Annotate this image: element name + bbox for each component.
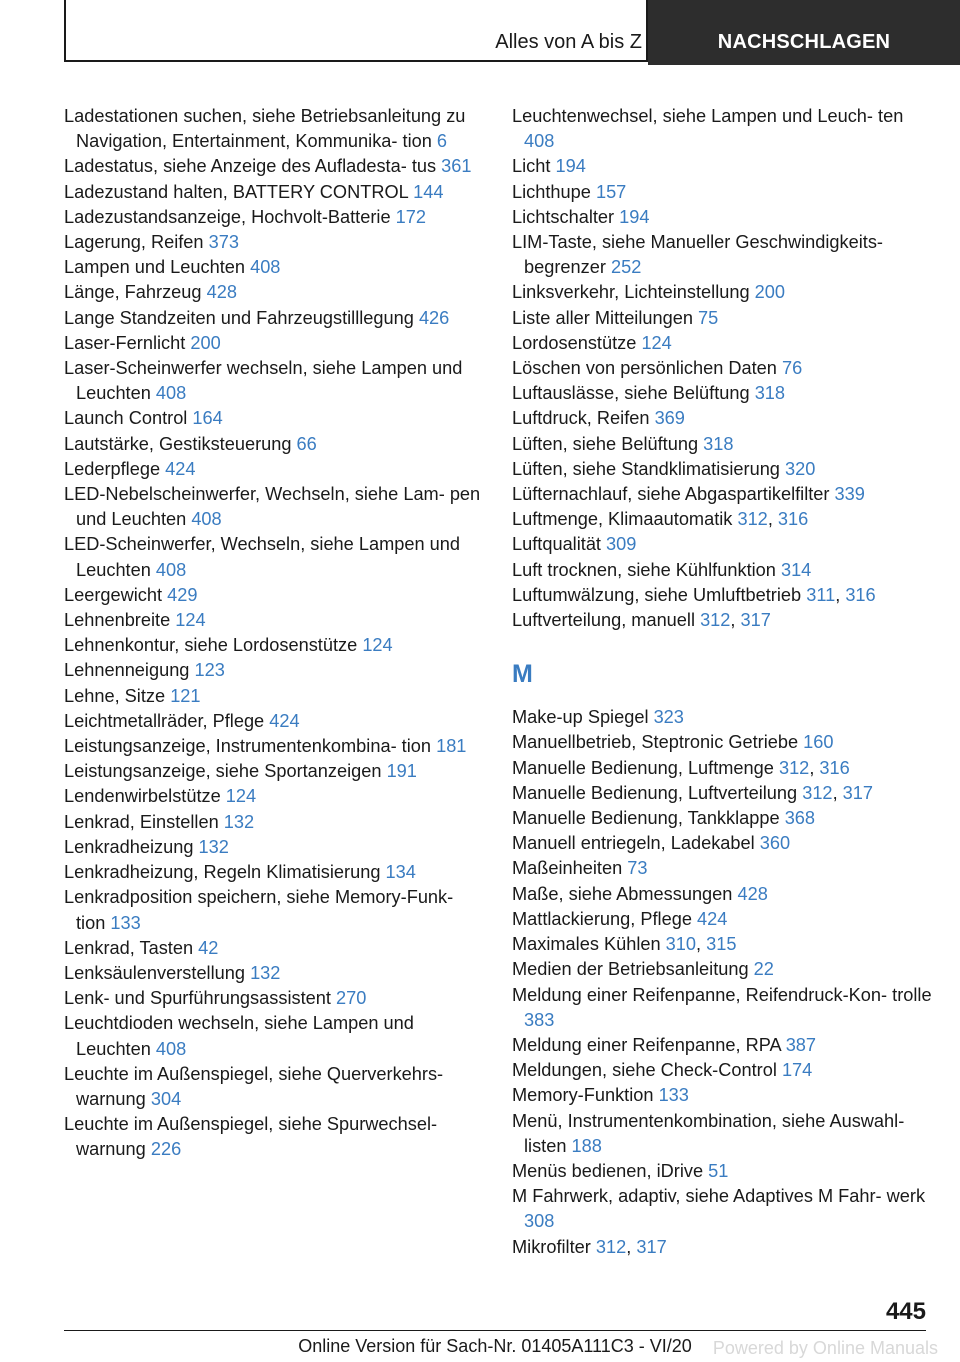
page-number: 445 xyxy=(885,1298,926,1325)
section-title: Alles von A bis Z xyxy=(495,31,642,53)
index-entry-text: Lüften, siehe Belüftung xyxy=(512,433,699,454)
index-entry xyxy=(512,1058,932,1083)
index-entry xyxy=(512,730,932,755)
page-link[interactable]: 304 xyxy=(150,1088,182,1109)
index-entry-text: Leistungsanzeige, Instrumentenkombina- tion xyxy=(64,736,432,757)
index-entry xyxy=(64,734,484,759)
index-entry xyxy=(512,806,932,831)
index-entry xyxy=(512,356,932,381)
page-link[interactable]: 200 xyxy=(190,332,221,353)
index-entry-text: Luftmenge, Klimaautomatik xyxy=(512,509,733,530)
page-link[interactable]: 133 xyxy=(110,912,141,933)
index-entry xyxy=(64,331,484,356)
index-entry-text: Lehnenneigung xyxy=(64,660,190,681)
index-entry xyxy=(64,1112,484,1162)
page-link[interactable]: 226 xyxy=(150,1139,182,1160)
index-entry xyxy=(64,684,484,709)
page-link[interactable]: 157 xyxy=(595,181,627,202)
index-entry-text: Lenkrad, Tasten xyxy=(64,937,194,958)
page-link[interactable]: 373 xyxy=(208,232,239,253)
index-entry xyxy=(64,255,484,280)
index-entry xyxy=(64,860,484,885)
index-entry-text: Luftauslässe, siehe Belüftung xyxy=(512,383,750,404)
page-link[interactable]: 194 xyxy=(555,156,586,177)
page-link[interactable]: 132 xyxy=(198,836,229,857)
page-link[interactable]: 134 xyxy=(385,862,416,883)
index-entry xyxy=(512,831,932,856)
index-entry-text: Lenkrad, Einstellen xyxy=(64,811,219,832)
index-entry: Luftverteilung, manuell 312, 317 xyxy=(512,610,771,631)
index-entry xyxy=(512,1109,932,1159)
page-link[interactable]: 318 xyxy=(754,383,786,404)
page-link[interactable]: 124 xyxy=(175,610,206,631)
index-entry-text: Meldungen, siehe Check-Control xyxy=(512,1060,777,1081)
index-entry xyxy=(64,432,484,457)
index-entry xyxy=(512,957,932,982)
index-entry xyxy=(512,532,932,557)
index-entry-text: Licht xyxy=(512,156,551,177)
page-link[interactable]: 316 xyxy=(819,757,850,778)
index-entry xyxy=(64,104,484,154)
page-link[interactable]: 174 xyxy=(781,1060,813,1081)
page-link[interactable]: 383 xyxy=(524,1009,555,1030)
index-entry-text: Mattlackierung, Pflege xyxy=(512,908,692,929)
index-entry xyxy=(64,658,484,683)
index-entry: Luftmenge, Klimaautomatik 312, 316 xyxy=(512,509,809,530)
page-link[interactable]: 124 xyxy=(362,635,393,656)
index-entry-text: Lenkradheizung xyxy=(64,836,194,857)
index-entry xyxy=(64,583,484,608)
index-entry-text: Luft trocknen, siehe Kühlfunktion xyxy=(512,559,776,580)
index-entry-text: Lenkradheizung, Regeln Klimatisierung xyxy=(64,862,381,883)
footer-divider xyxy=(64,1330,926,1331)
index-entry xyxy=(512,154,932,179)
page-link[interactable]: 312 xyxy=(595,1236,627,1257)
index-entry-text: LIM-Taste, siehe Manueller Geschwindigkeits- begrenzer xyxy=(512,232,883,278)
index-entry xyxy=(64,482,484,532)
page-link[interactable]: 408 xyxy=(155,559,187,580)
index-entry-text: Lichtschalter xyxy=(512,206,615,227)
index-entry-text: Lenk- und Spurführungsassistent xyxy=(64,988,331,1009)
page-link[interactable]: 310 xyxy=(665,934,697,955)
index-letter-heading: M xyxy=(512,660,533,689)
page-link[interactable]: 311 xyxy=(806,584,836,605)
page-link[interactable]: 316 xyxy=(777,509,809,530)
index-entry-text: Manuell entriegeln, Ladekabel xyxy=(512,833,755,854)
index-entry-text: Mikrofilter xyxy=(512,1236,591,1257)
index-entry-text: Leuchte im Außenspiegel, siehe Querverkehrs- warnung xyxy=(64,1063,444,1109)
page-link[interactable]: 123 xyxy=(194,660,225,681)
page-link[interactable]: 424 xyxy=(697,908,728,929)
index-entry-text: Lüfternachlauf, siehe Abgaspartikelfilter xyxy=(512,484,830,505)
index-entry-text: Maßeinheiten xyxy=(512,858,623,879)
index-entry xyxy=(512,306,932,331)
page-link[interactable]: 316 xyxy=(845,584,876,605)
index-entry xyxy=(64,1011,484,1061)
page-link[interactable]: 144 xyxy=(413,181,444,202)
page-link[interactable]: 317 xyxy=(636,1236,667,1257)
page-link[interactable]: 314 xyxy=(780,559,812,580)
index-entry xyxy=(64,457,484,482)
page-link[interactable]: 312 xyxy=(700,610,731,631)
index-entry-text: Lampen und Leuchten xyxy=(64,257,246,278)
index-entry-text: Lordosenstütze xyxy=(512,332,637,353)
index-entry-text: Ladezustand halten, BATTERY CONTROL xyxy=(64,181,409,202)
index-entry xyxy=(64,936,484,961)
index-entry-text: Lehne, Sitze xyxy=(64,685,166,706)
index-entry-text: Maximales Kühlen xyxy=(512,934,661,955)
index-entry xyxy=(64,280,484,305)
page-link[interactable]: 66 xyxy=(296,433,317,454)
index-entry xyxy=(64,356,484,406)
watermark: Powered by Online Manuals xyxy=(712,1338,938,1358)
index-entry-text: LED-Nebelscheinwerfer, Wechseln, siehe Lam- pen und Leuchten xyxy=(64,484,481,530)
index-entry-text: Ladestatus, siehe Anzeige des Aufladesta- tus xyxy=(64,156,437,177)
page-link[interactable]: 424 xyxy=(165,458,196,479)
index-entry-text: Luftverteilung, manuell xyxy=(512,610,695,631)
index-entry-text: Meldung einer Reifenpanne, Reifendruck-Kon- trolle xyxy=(512,984,932,1005)
index-entry-text: Memory-Funktion xyxy=(512,1085,654,1106)
index-entry-text: Luftqualität xyxy=(512,534,601,555)
index-entry xyxy=(64,608,484,633)
index-entry-text: Luftumwälzung, siehe Umluftbetrieb xyxy=(512,584,802,605)
index-entry xyxy=(512,705,932,730)
page-link[interactable]: 42 xyxy=(198,937,219,958)
index-entry-text: Lenkradposition speichern, siehe Memory-Funk- tion xyxy=(64,887,454,933)
header-frame xyxy=(64,0,648,62)
index-entry xyxy=(512,205,932,230)
page-link[interactable]: 368 xyxy=(784,808,816,829)
page-link[interactable]: 252 xyxy=(610,257,642,278)
page-link[interactable]: 22 xyxy=(753,959,774,980)
index-entry xyxy=(64,784,484,809)
page-link[interactable]: 408 xyxy=(155,1038,187,1059)
page-link[interactable]: 320 xyxy=(784,458,816,479)
page-link[interactable]: 317 xyxy=(740,610,771,631)
index-entry-text: Make-up Spiegel xyxy=(512,707,649,728)
index-entry xyxy=(64,180,484,205)
index-entry xyxy=(64,532,484,582)
index-column-left xyxy=(64,104,484,1163)
index-column-right xyxy=(512,104,932,1260)
index-entry xyxy=(64,709,484,734)
index-entry-text: Länge, Fahrzeug xyxy=(64,282,202,303)
index-entry-text: Löschen von persönlichen Daten xyxy=(512,358,777,379)
page-link[interactable]: 408 xyxy=(250,257,281,278)
index-entry-text: LED-Scheinwerfer, Wechseln, siehe Lampen und Leuchten xyxy=(64,534,460,580)
page-link[interactable]: 428 xyxy=(206,282,237,303)
index-entry-text: Lenksäulenverstellung xyxy=(64,962,245,983)
page-link[interactable]: 181 xyxy=(436,736,467,757)
index-entry-text: Lehnenbreite xyxy=(64,610,171,631)
index-entry xyxy=(512,457,932,482)
page-link[interactable]: 194 xyxy=(619,206,650,227)
index-entry xyxy=(512,983,932,1033)
index-entry xyxy=(512,104,932,154)
page-link[interactable]: 73 xyxy=(627,858,648,879)
index-entry-text: Lendenwirbelstütze xyxy=(64,786,221,807)
page-link[interactable]: 429 xyxy=(167,584,198,605)
page-link[interactable]: 132 xyxy=(223,811,255,832)
page-link[interactable]: 408 xyxy=(191,509,222,530)
index-entry-text: Maße, siehe Abmessungen xyxy=(512,883,733,904)
page-link[interactable]: 132 xyxy=(250,962,281,983)
page-link[interactable]: 6 xyxy=(436,131,448,152)
index-entry xyxy=(64,759,484,784)
page-link[interactable]: 75 xyxy=(698,307,719,328)
page-link[interactable]: 424 xyxy=(269,710,300,731)
index-entry-text: Leergewicht xyxy=(64,584,163,605)
index-entry-text: Manuellbetrieb, Steptronic Getriebe xyxy=(512,732,799,753)
index-entry xyxy=(512,1159,932,1184)
index-entry-text: Lehnenkontur, siehe Lordosenstütze xyxy=(64,635,358,656)
index-entry-text: Liste aller Mitteilungen xyxy=(512,307,693,328)
page-link[interactable]: 308 xyxy=(524,1211,555,1232)
page-link[interactable]: 188 xyxy=(571,1135,602,1156)
page-link[interactable]: 428 xyxy=(737,883,768,904)
index-entry-text: Manuelle Bedienung, Luftverteilung xyxy=(512,782,798,803)
page-link[interactable]: 270 xyxy=(335,988,367,1009)
index-entry xyxy=(512,432,932,457)
index-entry-text: Laser-Fernlicht xyxy=(64,332,186,353)
page-link[interactable]: 133 xyxy=(658,1085,689,1106)
index-entry xyxy=(64,205,484,230)
index-entry xyxy=(512,1033,932,1058)
index-entry-text: Leuchtenwechsel, siehe Lampen und Leuch- ten xyxy=(512,106,904,126)
index-entry: Manuelle Bedienung, Luftmenge 312, 316 xyxy=(512,757,850,778)
index-entry-text: Lange Standzeiten und Fahrzeugstilllegung xyxy=(64,307,414,328)
chapter-tab[interactable]: NACHSCHLAGEN xyxy=(648,0,960,65)
page-link[interactable]: 164 xyxy=(192,408,223,429)
index-entry-text: Launch Control xyxy=(64,408,188,429)
page-link[interactable]: 121 xyxy=(170,685,201,706)
online-version-note: Online Version für Sach-Nr. 01405A111C3 - VI/20 xyxy=(298,1336,692,1356)
index-entry xyxy=(512,907,932,932)
page-link[interactable]: 191 xyxy=(386,761,417,782)
page-link[interactable]: 124 xyxy=(225,786,257,807)
index-entry xyxy=(64,835,484,860)
page-link[interactable]: 361 xyxy=(441,156,472,177)
page-link[interactable]: 312 xyxy=(737,509,768,530)
page-link[interactable]: 51 xyxy=(708,1160,729,1181)
index-entry xyxy=(64,885,484,935)
index-entry-text: Laser-Scheinwerfer wechseln, siehe Lampen und Leuchten xyxy=(64,358,463,404)
index-entry-text: Lagerung, Reifen xyxy=(64,232,204,253)
index-entry-text: Linksverkehr, Lichteinstellung xyxy=(512,282,750,303)
index-entry-text: Lederpflege xyxy=(64,458,161,479)
index-entry: Mikrofilter 312, 317 xyxy=(512,1236,667,1257)
index-entry xyxy=(64,154,484,179)
index-entry xyxy=(64,306,484,331)
page-link[interactable]: 309 xyxy=(606,534,637,555)
index-entry-text: Manuelle Bedienung, Luftmenge xyxy=(512,757,774,778)
index-entry xyxy=(512,230,932,280)
index-entry-text: Ladestationen suchen, siehe Betriebsanleitung zu Navigation, Entertainment, Kommunika- tion xyxy=(64,106,466,152)
index-entry xyxy=(512,856,932,881)
page-header xyxy=(64,0,960,65)
index-entry xyxy=(64,986,484,1011)
index-entry xyxy=(512,406,932,431)
index-entry: Manuelle Bedienung, Luftverteilung 312, 317 xyxy=(512,782,874,803)
page-link[interactable]: 315 xyxy=(706,934,737,955)
index-entry xyxy=(512,180,932,205)
index-entry xyxy=(512,882,932,907)
index-entry xyxy=(512,381,932,406)
index-entry-text: Menüs bedienen, iDrive xyxy=(512,1160,704,1181)
index-entry-text: Medien der Betriebsanleitung xyxy=(512,959,749,980)
page-link[interactable]: 200 xyxy=(754,282,786,303)
index-entry xyxy=(512,1083,932,1108)
page-link[interactable]: 408 xyxy=(155,383,187,404)
index-entry xyxy=(64,406,484,431)
page-link[interactable]: 160 xyxy=(803,732,834,753)
index-entry xyxy=(64,230,484,255)
index-entry-text: Meldung einer Reifenpanne, RPA xyxy=(512,1034,781,1055)
index-entry-text: M Fahrwerk, adaptiv, siehe Adaptives M Fahr- werk xyxy=(512,1186,926,1207)
index-entry-text: Lüften, siehe Standklimatisierung xyxy=(512,458,780,479)
index-entry xyxy=(64,633,484,658)
index-entry xyxy=(512,280,932,305)
index-entry-text: Manuelle Bedienung, Tankklappe xyxy=(512,808,780,829)
index-entry xyxy=(64,810,484,835)
page-link[interactable]: 172 xyxy=(395,206,426,227)
index-entry xyxy=(512,482,932,507)
page-link[interactable]: 124 xyxy=(641,332,672,353)
index-entry-text: Leuchte im Außenspiegel, siehe Spurwechsel- warnung xyxy=(64,1114,438,1160)
index-entry: Maximales Kühlen 310, 315 xyxy=(512,934,737,955)
page-link[interactable]: 339 xyxy=(834,484,865,505)
index-entry-text: Menü, Instrumentenkombination, siehe Auswahl- listen xyxy=(512,1110,905,1156)
page-link[interactable]: 369 xyxy=(654,408,685,429)
page-link[interactable]: 317 xyxy=(842,782,874,803)
index-entry-text: Leistungsanzeige, siehe Sportanzeigen xyxy=(64,761,382,782)
index-entry-text: Luftdruck, Reifen xyxy=(512,408,650,429)
page-link[interactable]: 76 xyxy=(781,358,803,379)
index-entry xyxy=(512,1184,932,1234)
index-entry xyxy=(512,558,932,583)
page-link[interactable]: 360 xyxy=(759,833,791,854)
page-link[interactable]: 312 xyxy=(778,757,810,778)
page-link[interactable]: 318 xyxy=(703,433,734,454)
index-entry: Luftumwälzung, siehe Umluftbetrieb 311, 316 xyxy=(512,584,876,605)
page-link[interactable]: 408 xyxy=(524,131,555,152)
index-entry-text: Lichthupe xyxy=(512,181,591,202)
index-entry-text: Ladezustandsanzeige, Hochvolt-Batterie xyxy=(64,206,391,227)
index-entry xyxy=(64,961,484,986)
page-link[interactable]: 323 xyxy=(653,707,684,728)
page-link[interactable]: 387 xyxy=(785,1034,817,1055)
index-entry-text: Leichtmetallräder, Pflege xyxy=(64,710,265,731)
index-entry xyxy=(64,1062,484,1112)
index-entry xyxy=(512,331,932,356)
index-entry-text: Lautstärke, Gestiksteuerung xyxy=(64,433,292,454)
page-link[interactable]: 312 xyxy=(802,782,833,803)
page-link[interactable]: 426 xyxy=(418,307,450,328)
index-entry-text: Leuchtdioden wechseln, siehe Lampen und Leuchten xyxy=(64,1013,414,1059)
